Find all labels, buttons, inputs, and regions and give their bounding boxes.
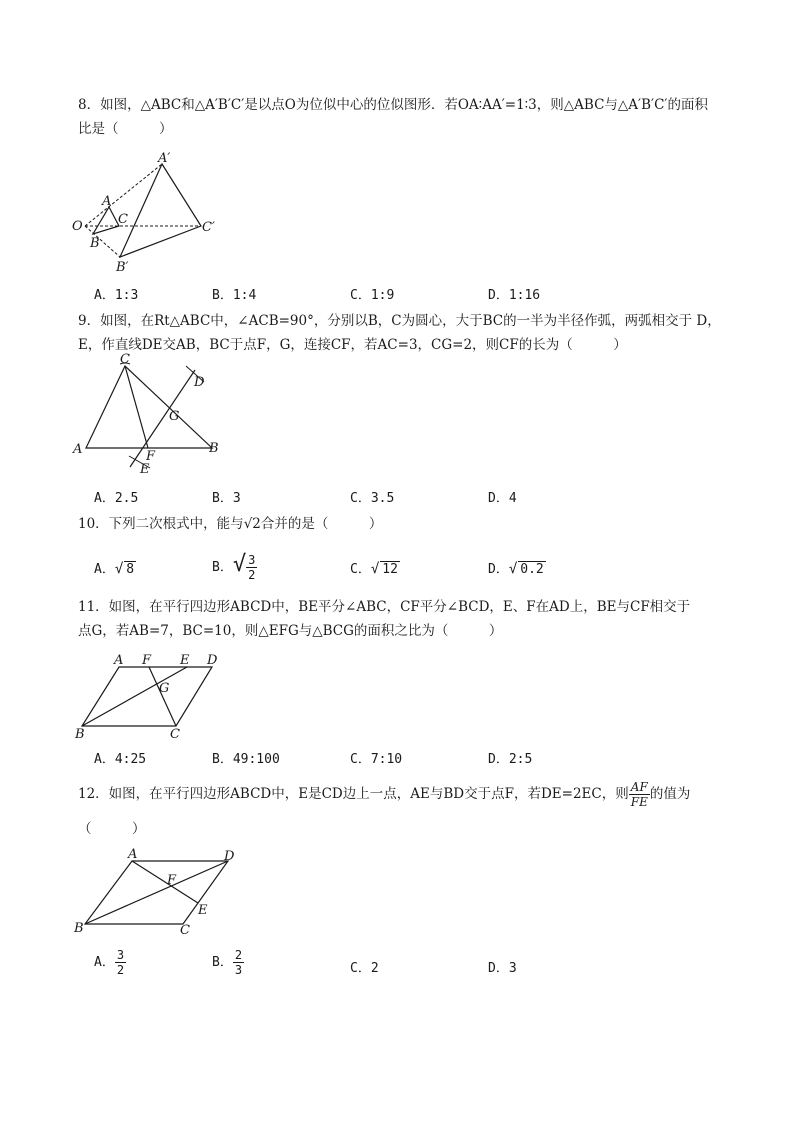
option-a[interactable]: A．√ 8 bbox=[94, 561, 135, 577]
question-12-stem: 12．如图，在平行四边形ABCD中，E是CD边上一点，AE与BD交于点F，若DE=2EC，则 bbox=[78, 786, 629, 802]
label-F: F bbox=[142, 653, 152, 668]
label-O: O bbox=[72, 219, 83, 234]
option-d[interactable]: D．√ 0.2 bbox=[488, 561, 544, 577]
option-b[interactable]: B．1:4 bbox=[212, 288, 257, 303]
option-d[interactable]: D．4 bbox=[488, 491, 517, 506]
option-d[interactable]: D．1:16 bbox=[488, 288, 541, 303]
question-12-figure bbox=[70, 848, 250, 936]
question-9-figure bbox=[70, 352, 230, 479]
option-c[interactable]: C．7:10 bbox=[350, 752, 403, 767]
label-A: A bbox=[114, 653, 124, 668]
question-8-stem-line1: 8．如图，△ABC和△A′B′C′是以点O为位似中心的位似图形．若OA∶AA′=1∶3，则△ABC与△A′B′C′的面积 bbox=[78, 97, 708, 113]
label-C-prime: C′ bbox=[202, 220, 215, 235]
label-B: B bbox=[209, 441, 219, 456]
label-B: B bbox=[74, 921, 84, 936]
option-b[interactable]: B．√ $\frac{3}{2}$ bbox=[212, 552, 256, 582]
label-E: E bbox=[198, 903, 208, 918]
option-b[interactable]: B．3 bbox=[212, 491, 241, 506]
question-10-options bbox=[94, 552, 734, 586]
question-11-stem-line2: 点G，若AB=7，BC=10，则△EFG与△BCG的面积之比为（ ） bbox=[78, 623, 503, 639]
label-A-prime: A′ bbox=[158, 151, 171, 166]
label-A: A bbox=[102, 194, 112, 209]
question-11 bbox=[78, 595, 728, 643]
label-D: D bbox=[194, 375, 205, 390]
label-B: B bbox=[75, 727, 85, 742]
label-E: E bbox=[180, 653, 190, 668]
option-c[interactable]: C．2 bbox=[350, 961, 379, 976]
question-12-stem-line2: （ ） bbox=[78, 821, 146, 837]
label-D: D bbox=[207, 653, 218, 668]
question-10-stem-prefix: 10．下列二次根式中，能与 bbox=[78, 516, 244, 532]
option-d[interactable]: D．2:5 bbox=[488, 752, 533, 767]
question-9 bbox=[78, 309, 728, 357]
question-10 bbox=[78, 512, 728, 536]
option-c[interactable]: C．1:9 bbox=[350, 288, 395, 303]
option-a[interactable]: A．1:3 bbox=[94, 288, 139, 303]
option-b[interactable]: B． $\frac{2}{3}$ bbox=[212, 948, 243, 977]
label-G: G bbox=[169, 409, 180, 424]
question-10-stem-radical: √2 bbox=[243, 516, 261, 532]
question-9-stem-line1: 9．如图，在Rt△ABC中，∠ACB=90°，分别以B，C为圆心，大于BC的一半为半径作弧，两弧相交于 D， bbox=[78, 313, 721, 329]
option-c[interactable]: C．√ 12 bbox=[350, 561, 398, 577]
question-12-stem-suffix: 的值为 bbox=[649, 786, 691, 802]
question-8-figure bbox=[70, 150, 230, 275]
option-b[interactable]: B．49:100 bbox=[212, 752, 280, 767]
question-8-stem-line2: 比是（ ） bbox=[78, 121, 173, 137]
question-12-fraction: $\frac{AF}{FE}$ bbox=[630, 780, 648, 809]
label-E: E bbox=[140, 462, 150, 477]
option-a[interactable]: A．4:25 bbox=[94, 752, 147, 767]
label-C: C bbox=[180, 923, 190, 938]
label-D: D bbox=[224, 849, 235, 864]
option-a[interactable]: A． $\frac{3}{2}$ bbox=[94, 948, 125, 977]
label-C: C bbox=[170, 727, 180, 742]
label-G: G bbox=[159, 681, 170, 696]
question-9-stem-line2: E，作直线DE交AB，BC于点F，G，连接CF，若AC=3，CG=2，则CF的长为（ ） bbox=[78, 337, 627, 353]
label-B-prime: B′ bbox=[116, 260, 129, 275]
label-B: B bbox=[90, 236, 100, 251]
label-C: C bbox=[120, 352, 130, 367]
label-F: F bbox=[146, 449, 156, 464]
question-8 bbox=[78, 93, 728, 141]
option-a[interactable]: A．2.5 bbox=[94, 491, 139, 506]
option-d[interactable]: D．3 bbox=[488, 961, 517, 976]
label-F: F bbox=[167, 873, 177, 888]
label-A: A bbox=[73, 442, 83, 457]
question-11-figure bbox=[70, 653, 230, 742]
label-A: A bbox=[128, 847, 138, 862]
question-10-stem-suffix: 合并的是（ ） bbox=[260, 516, 383, 532]
question-12-options bbox=[94, 948, 734, 984]
question-12 bbox=[78, 780, 728, 841]
option-c[interactable]: C．3.5 bbox=[350, 491, 395, 506]
label-C: C bbox=[118, 212, 128, 227]
question-11-stem-line1: 11．如图，在平行四边形ABCD中，BE平分∠ABC，CF平分∠BCD，E、F在AD上，BE与CF相交于 bbox=[78, 599, 691, 615]
